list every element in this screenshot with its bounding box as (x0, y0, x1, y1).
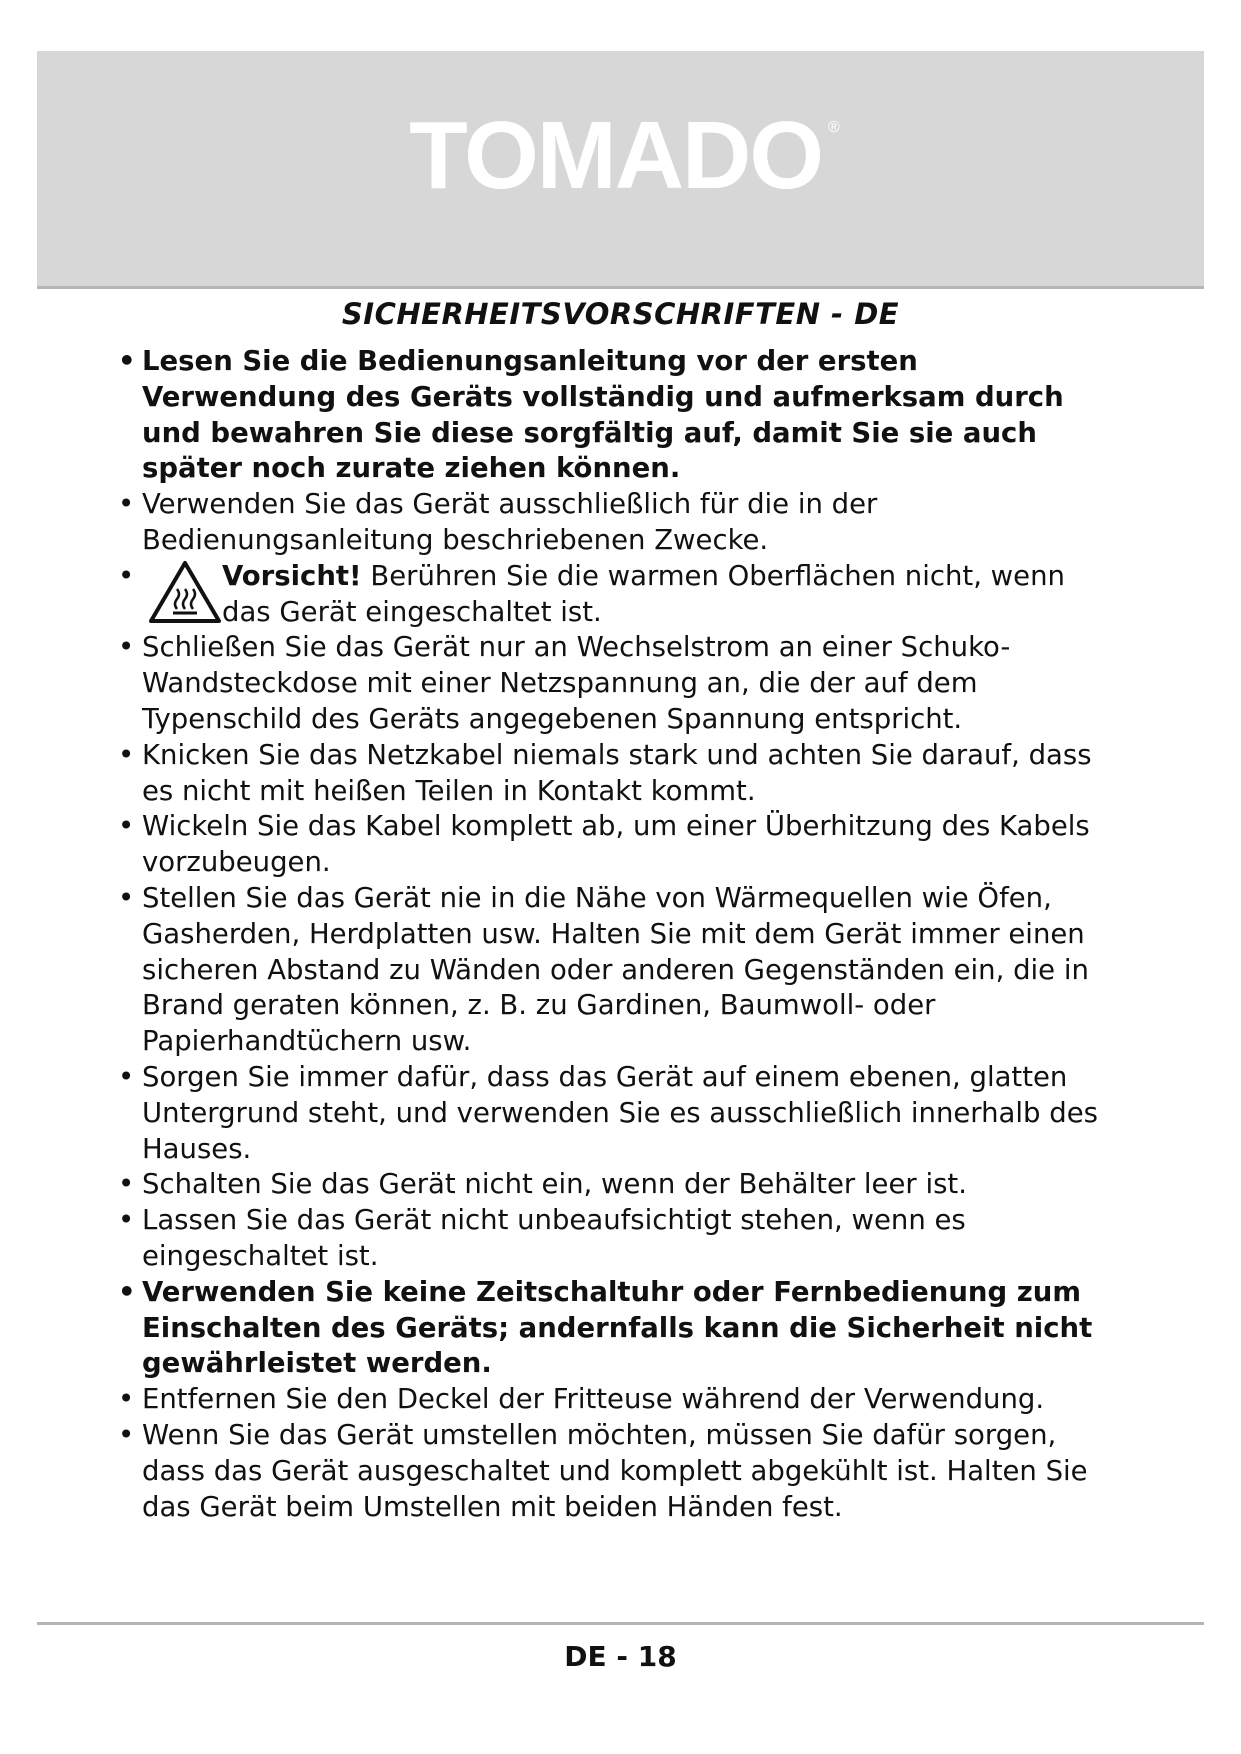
list-item (118, 738, 1118, 810)
list-item (118, 809, 1118, 881)
rule-text: Lassen Sie das Gerät nicht unbeaufsichtigt stehen, wenn es eingeschaltet ist. (142, 1204, 966, 1272)
rule-text: Verwenden Sie keine Zeitschaltuhr oder Fernbedienung zum Einschalten des Geräts; andernfalls kann die Sicherheit nicht gewährleistet werden. (142, 1275, 1093, 1380)
bullet: • (118, 1418, 135, 1451)
list-item (118, 1418, 1118, 1525)
rule-text: Stellen Sie das Gerät nie in die Nähe von Wärmequellen wie Öfen, Gasherden, Herdplatten usw. Halten Sie mit dem Gerät immer einen sicheren Abstand zu Wänden oder anderen Gegenständen ein, die in Brand geraten können, z. B. zu Gardinen, Baumwoll- oder Papierhandtüchern usw. (142, 881, 1089, 1058)
bullet: • (118, 559, 135, 592)
page-number: DE - 18 (564, 1640, 677, 1673)
footer-divider (37, 1622, 1204, 1625)
rule-text: Entfernen Sie den Deckel der Fritteuse während der Verwendung. (142, 1383, 1045, 1416)
bullet: • (118, 881, 135, 914)
registered-mark: ® (828, 119, 838, 136)
bullet: • (118, 488, 135, 521)
rule-text: Wenn Sie das Gerät umstellen möchten, müssen Sie dafür sorgen, dass das Gerät ausgeschaltet und komplett abgekühlt ist. Halten Sie das Gerät beim Umstellen mit beiden Händen fest. (142, 1418, 1088, 1523)
rule-text: Wickeln Sie das Kabel komplett ab, um einer Überhitzung des Kabels vorzubeugen. (142, 810, 1090, 879)
hot-surface-warning-icon (148, 559, 222, 625)
rule-text: Verwenden Sie das Gerät ausschließlich für die in der Bedienungsanleitung beschriebenen Zwecke. (142, 488, 878, 556)
bullet: • (118, 1204, 135, 1237)
rule-text: Knicken Sie das Netzkabel niemals stark und achten Sie darauf, dass es nicht mit heißen Teilen in Kontakt kommt. (142, 738, 1092, 807)
rule-text: Schließen Sie das Gerät nur an Wechselstrom an einer Schuko-Wandsteckdose mit einer Netzspannung an, die der auf dem Typenschild des Geräts angegebenen Spannung entspricht. (142, 631, 1011, 735)
list-item (118, 630, 1118, 737)
list-item (118, 487, 1118, 559)
section-title: SICHERHEITSVORSCHRIFTEN - DE (341, 297, 900, 331)
list-item (118, 1275, 1118, 1382)
warning-label: Vorsicht! (222, 559, 362, 592)
bullet: • (118, 345, 136, 377)
bullet: • (118, 738, 135, 771)
bullet: • (118, 810, 135, 843)
list-item (118, 344, 1118, 487)
safety-rules-list (118, 344, 1118, 1525)
brand-name: TOMADO (409, 102, 823, 209)
rule-text: Schalten Sie das Gerät nicht ein, wenn der Behälter leer ist. (142, 1168, 967, 1201)
bullet: • (118, 1168, 135, 1201)
list-item (118, 881, 1118, 1060)
brand-logo (0, 102, 1241, 209)
rule-text: Lesen Sie die Bedienungsanleitung vor der ersten Verwendung des Geräts vollständig und aufmerksam durch und bewahren Sie diese sorgfältig auf, damit Sie sie auch später noch zurate ziehen können. (142, 345, 1064, 485)
list-item (118, 1167, 1118, 1203)
list-item (118, 1203, 1118, 1275)
bullet: • (118, 1275, 136, 1308)
bullet: • (118, 1060, 135, 1093)
bullet: • (118, 631, 135, 664)
bullet: • (118, 1383, 135, 1416)
list-item (118, 1060, 1118, 1167)
rule-text: Sorgen Sie immer dafür, dass das Gerät auf einem ebenen, glatten Untergrund steht, und verwenden Sie es ausschließlich innerhalb des Hauses. (142, 1060, 1098, 1165)
list-item (118, 1382, 1118, 1418)
rule-text: Berühren Sie die warmen Oberflächen nicht, wenn das Gerät eingeschaltet ist. (222, 559, 1065, 628)
list-item (118, 559, 1118, 631)
